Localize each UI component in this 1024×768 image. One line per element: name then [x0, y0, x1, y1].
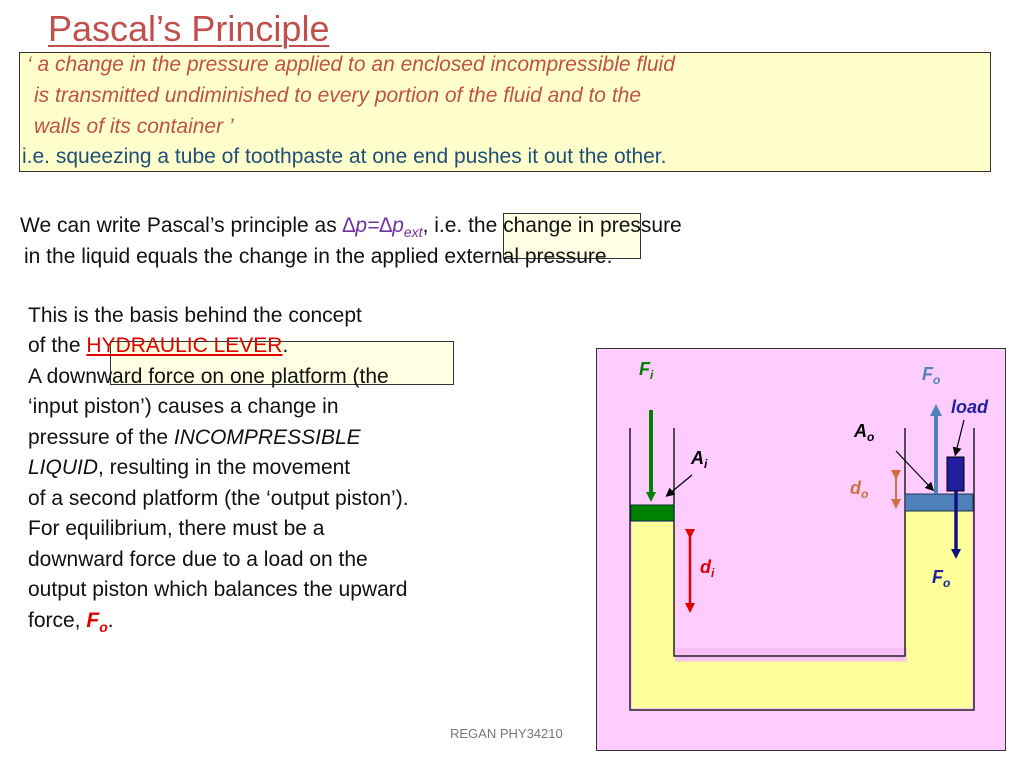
label-fi: $F_i$ — [639, 359, 654, 382]
basis-line-1: This is the basis behind the concept — [28, 304, 362, 327]
footer-text: REGAN PHY34210 — [450, 726, 563, 741]
basis-line-5: pressure of the INCOMPRESSIBLE — [28, 426, 361, 449]
formula-prefix: We can write Pascal’s principle as — [20, 214, 343, 237]
hydraulic-lever-term: HYDRAULIC LEVER — [86, 334, 283, 357]
label-fo-bottom: $F_o$ — [932, 567, 951, 590]
basis-line-3: A downward force on one platform (the — [28, 365, 389, 388]
inner-wall-shadow — [675, 648, 907, 662]
quote-line-1: ‘ a change in the pressure applied to an enclosed incompressible fluid — [27, 53, 675, 76]
basis-line-8: For equilibrium, there must be a — [28, 517, 325, 540]
basis-line-6: LIQUID, resulting in the movement — [28, 456, 351, 479]
load-block — [947, 457, 964, 491]
label-ai: $A_i$ — [691, 448, 708, 471]
basis-line-2: of the HYDRAULIC LEVER. — [28, 334, 289, 357]
basis-line-7: of a second platform (the ‘output piston’). — [28, 487, 409, 510]
quote-line-3: walls of its container ’ — [34, 115, 234, 138]
force-output-symbol: $F_o$ — [86, 609, 108, 636]
inner-wall — [675, 428, 904, 660]
formula-suffix: , i.e. the change in pressure — [422, 214, 682, 237]
label-do: $d_o$ — [850, 478, 869, 501]
quote-line-2: is transmitted undiminished to every portion of the fluid and to the — [34, 84, 642, 107]
output-piston — [905, 494, 973, 511]
basis-line-10: output piston which balances the upward — [28, 578, 408, 601]
basis-line-4: ‘input piston’) causes a change in — [28, 395, 339, 418]
quote-box — [19, 52, 991, 172]
label-di: $d_i$ — [700, 557, 715, 580]
pascal-formula: $\Delta p=\Delta p_{ext}$ — [342, 214, 423, 241]
page-title: Pascal’s Principle — [48, 8, 330, 49]
basis-line-9: downward force due to a load on the — [28, 548, 368, 571]
label-ao: $A_o$ — [854, 421, 875, 444]
input-piston — [631, 505, 674, 521]
hydraulic-lever-diagram — [596, 348, 1006, 751]
formula-line-1 — [20, 214, 682, 240]
formula-line-2: in the liquid equals the change in the applied external pressure. — [24, 245, 613, 268]
quote-example-line: i.e. squeezing a tube of toothpaste at one end pushes it out the other. — [22, 145, 667, 168]
basis-line-11: force, $F_o$. — [28, 609, 114, 636]
label-fo-top: $F_o$ — [922, 364, 941, 387]
label-load: load — [951, 397, 989, 417]
